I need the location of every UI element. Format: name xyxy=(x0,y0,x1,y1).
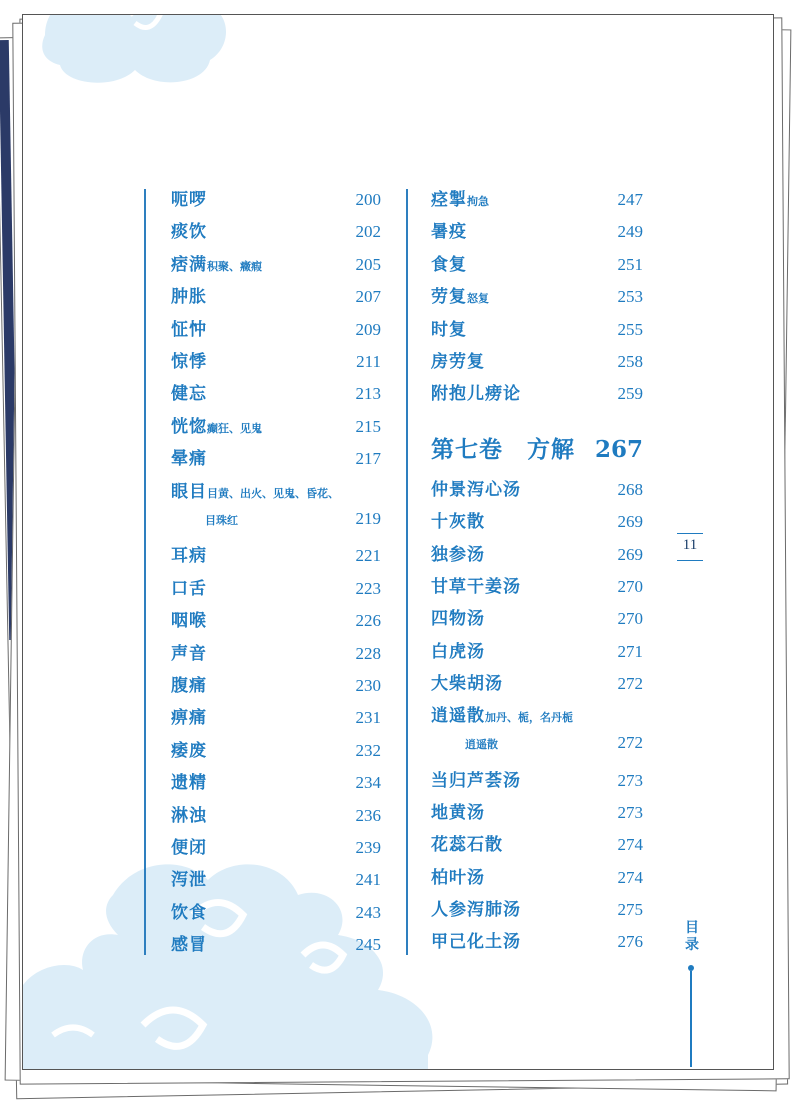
entry-title xyxy=(431,895,521,920)
entry-title xyxy=(171,347,207,372)
entry-main-text: 食复 xyxy=(431,254,467,275)
entry-title xyxy=(431,540,485,565)
page-ref: 243 xyxy=(355,902,381,922)
entry-title xyxy=(171,541,207,566)
toc-entry[interactable] xyxy=(171,477,381,509)
entry-main-text: 劳复 xyxy=(431,287,467,308)
toc-entry[interactable] xyxy=(431,250,643,282)
toc-entry[interactable] xyxy=(171,639,381,671)
toc-entry[interactable] xyxy=(431,379,643,411)
entry-main-text: 大柴胡汤 xyxy=(431,673,503,694)
toc-entry[interactable] xyxy=(171,865,381,897)
entry-main-text: 当归芦荟汤 xyxy=(431,770,521,791)
entry-title xyxy=(431,669,503,694)
toc-entry[interactable] xyxy=(171,898,381,930)
entry-main-text: 惊悸 xyxy=(171,352,207,372)
entry-main-text: 口舌 xyxy=(171,578,207,599)
entry-title xyxy=(431,701,573,726)
entry-title xyxy=(431,282,489,307)
toc-entry[interactable] xyxy=(171,282,381,314)
entry-title xyxy=(171,703,207,728)
toc-entry[interactable] xyxy=(171,606,381,638)
entry-title xyxy=(431,347,485,372)
entry-main-text: 逍遥散 xyxy=(431,706,485,727)
entry-title xyxy=(171,930,207,955)
entry-title xyxy=(171,574,207,599)
page-ref: 211 xyxy=(356,352,381,371)
entry-main-text: 腹痛 xyxy=(171,676,207,696)
entry-title xyxy=(171,250,262,275)
entry-main-text: 泻泄 xyxy=(171,870,207,891)
toc-entry[interactable] xyxy=(431,347,643,379)
entry-subtitle: 目珠红 xyxy=(205,514,238,527)
toc-entry[interactable] xyxy=(171,574,381,606)
toc-entry[interactable] xyxy=(431,830,643,862)
entry-title xyxy=(171,444,207,469)
entry-subtitle: 加丹、栀，名丹栀 xyxy=(485,711,573,725)
entry-main-text: 房劳复 xyxy=(431,352,485,372)
entry-title xyxy=(171,185,207,210)
toc-entry[interactable] xyxy=(431,282,643,314)
right-column-rule xyxy=(406,189,408,955)
toc-entry[interactable] xyxy=(171,671,381,703)
entry-main-text: 便闭 xyxy=(171,838,207,858)
page-ref: 268 xyxy=(617,480,643,499)
page-ref: 270 xyxy=(617,609,643,629)
entry-title xyxy=(431,507,485,532)
entry-title xyxy=(171,671,207,696)
entry-title xyxy=(171,865,207,890)
entry-title xyxy=(171,509,238,529)
toc-entry[interactable] xyxy=(171,185,381,217)
page-number: 11 xyxy=(682,537,698,553)
page-ref: 217 xyxy=(355,449,381,469)
page-ref: 230 xyxy=(355,676,381,695)
entry-title xyxy=(171,379,207,404)
toc-entry[interactable] xyxy=(171,509,381,541)
entry-title xyxy=(431,185,489,210)
entry-main-text: 健忘 xyxy=(171,384,207,405)
page-ref: 219 xyxy=(355,509,381,528)
entry-title xyxy=(431,250,467,275)
page-number-rule-top xyxy=(677,533,703,534)
entry-main-text: 恍惚 xyxy=(171,416,207,437)
toc-entry[interactable] xyxy=(431,475,643,507)
entry-title xyxy=(431,475,521,500)
entry-main-text: 四物汤 xyxy=(431,609,485,630)
entry-title xyxy=(431,927,521,952)
left-column-rule xyxy=(144,189,146,955)
toc-entry[interactable] xyxy=(171,768,381,800)
entry-main-text: 甲己化土汤 xyxy=(431,932,521,953)
page-ref: 223 xyxy=(355,578,381,598)
toc-entry[interactable] xyxy=(171,736,381,768)
entry-subtitle: 积聚、癥瘕 xyxy=(207,259,262,273)
toc-entry[interactable] xyxy=(431,701,643,733)
entry-title xyxy=(171,801,207,826)
entry-main-text: 地黄汤 xyxy=(431,803,485,823)
entry-title xyxy=(171,898,207,923)
toc-entry[interactable] xyxy=(171,703,381,735)
page-ref: 271 xyxy=(617,641,643,661)
entry-main-text: 淋浊 xyxy=(171,805,207,826)
entry-main-text: 第七卷 方解 xyxy=(431,436,575,463)
toc-entry[interactable] xyxy=(431,507,643,539)
entry-subtitle: 怒复 xyxy=(467,292,489,306)
entry-main-text: 白虎汤 xyxy=(431,641,485,662)
page-ref: 253 xyxy=(617,287,643,307)
page-ref: 236 xyxy=(355,805,381,825)
entry-main-text: 时复 xyxy=(431,319,467,340)
entry-main-text: 痹痛 xyxy=(171,708,207,729)
entry-main-text: 附抱儿痨论 xyxy=(431,384,521,405)
toc-entry[interactable] xyxy=(431,540,643,572)
page-ref: 234 xyxy=(355,773,381,793)
entry-main-text: 感冒 xyxy=(171,935,207,956)
page-ref: 202 xyxy=(355,222,381,242)
entry-subtitle: 逍遥散 xyxy=(465,738,498,752)
entry-main-text: 肿胀 xyxy=(171,287,207,308)
toc-page xyxy=(22,14,774,1070)
entry-title xyxy=(171,639,207,664)
toc-entry[interactable] xyxy=(171,412,381,444)
page-ref: 259 xyxy=(617,384,643,404)
toc-entry[interactable] xyxy=(431,604,643,636)
page-ref: 247 xyxy=(617,190,643,209)
toc-entry[interactable] xyxy=(171,315,381,347)
entry-main-text: 甘草干姜汤 xyxy=(431,576,521,597)
page-number-rule-bottom xyxy=(677,560,703,561)
entry-main-text: 痿废 xyxy=(171,740,207,761)
page-ref: 249 xyxy=(617,222,643,242)
entry-title xyxy=(431,572,521,597)
toc-entry[interactable] xyxy=(431,733,643,765)
toc-entry[interactable] xyxy=(171,347,381,379)
entry-title xyxy=(431,637,485,662)
page-ref: 258 xyxy=(617,352,643,371)
entry-title xyxy=(431,604,485,629)
chapter-heading[interactable] xyxy=(431,431,643,463)
entry-title xyxy=(431,798,485,823)
page-ref: 274 xyxy=(617,835,643,855)
page-ref: 228 xyxy=(355,643,381,663)
entry-main-text: 晕痛 xyxy=(171,449,207,470)
page-ref: 205 xyxy=(355,254,381,274)
entry-title xyxy=(171,282,207,307)
side-label-contents xyxy=(683,920,701,954)
toc-entry[interactable] xyxy=(171,250,381,282)
entry-title xyxy=(431,315,467,340)
entry-main-text: 花蕊石散 xyxy=(431,835,503,856)
entry-main-text: 呃啰 xyxy=(171,190,207,210)
entry-title xyxy=(171,606,207,631)
toc-entry[interactable] xyxy=(171,379,381,411)
toc-entry[interactable] xyxy=(431,637,643,669)
cloud-decoration-top xyxy=(35,14,235,95)
toc-entry[interactable] xyxy=(171,801,381,833)
entry-subtitle: 癫狂、见鬼 xyxy=(207,421,262,435)
toc-entry[interactable] xyxy=(431,895,643,927)
toc-entry[interactable] xyxy=(431,217,643,249)
entry-main-text: 暑疫 xyxy=(431,222,467,243)
toc-entry[interactable] xyxy=(171,444,381,476)
page-ref: 269 xyxy=(617,512,643,532)
toc-entry[interactable] xyxy=(431,669,643,701)
entry-main-text: 痞满 xyxy=(171,254,207,275)
page-ref: 269 xyxy=(617,544,643,564)
entry-title xyxy=(171,412,262,437)
page-ref: 270 xyxy=(617,576,643,596)
entry-title xyxy=(431,733,498,753)
entry-title xyxy=(171,833,207,858)
entry-title xyxy=(431,766,521,791)
entry-main-text: 眼目 xyxy=(171,481,207,502)
entry-subtitle: 拘急 xyxy=(467,195,489,208)
page-ref: 200 xyxy=(355,190,381,209)
side-marker-line xyxy=(690,971,692,1067)
toc-entry[interactable] xyxy=(431,927,643,959)
entry-main-text: 怔忡 xyxy=(171,319,207,340)
entry-title xyxy=(171,736,207,761)
entry-main-text: 耳病 xyxy=(171,546,207,567)
page-ref: 245 xyxy=(355,935,381,955)
page-ref: 207 xyxy=(355,287,381,307)
toc-entry[interactable] xyxy=(171,833,381,865)
page-ref: 274 xyxy=(617,867,643,887)
page-ref: 251 xyxy=(617,254,643,274)
page-ref: 221 xyxy=(355,546,381,566)
page-ref: 272 xyxy=(617,673,643,693)
side-label-char: 录 xyxy=(685,937,699,953)
toc-entry[interactable] xyxy=(171,217,381,249)
entry-main-text: 独参汤 xyxy=(431,544,485,565)
toc-entry[interactable] xyxy=(431,572,643,604)
entry-title xyxy=(431,830,503,855)
page-ref: 231 xyxy=(355,708,381,728)
page-ref: 226 xyxy=(355,611,381,631)
entry-main-text: 十灰散 xyxy=(431,512,485,533)
toc-entry[interactable] xyxy=(431,315,643,347)
entry-main-text: 咽喉 xyxy=(171,611,207,632)
page-ref: 241 xyxy=(355,870,381,890)
entry-main-text: 痉掣 xyxy=(431,190,467,210)
page-ref: 273 xyxy=(617,770,643,790)
entry-title xyxy=(171,217,207,242)
entry-subtitle: 目黄、出火、见鬼、昏花、 xyxy=(207,486,339,500)
entry-main-text: 痰饮 xyxy=(171,222,207,243)
entry-title xyxy=(171,768,207,793)
side-label-char: 目 xyxy=(685,920,699,936)
entry-main-text: 人参泻肺汤 xyxy=(431,899,521,920)
page-ref: 267 xyxy=(594,436,643,463)
toc-entry[interactable] xyxy=(431,185,643,217)
page-ref: 255 xyxy=(617,319,643,339)
page-ref: 232 xyxy=(355,740,381,760)
toc-entry[interactable] xyxy=(171,930,381,962)
page-ref: 215 xyxy=(355,416,381,436)
entry-title xyxy=(171,477,339,502)
toc-entry[interactable] xyxy=(171,541,381,573)
page-ref: 209 xyxy=(355,319,381,339)
page-ref: 273 xyxy=(617,803,643,822)
page-ref: 276 xyxy=(617,932,643,952)
toc-entry[interactable] xyxy=(431,766,643,798)
entry-title xyxy=(431,379,521,404)
entry-main-text: 仲景泻心汤 xyxy=(431,480,521,500)
entry-title xyxy=(171,315,207,340)
chapter-title xyxy=(431,431,575,464)
entry-main-text: 饮食 xyxy=(171,902,207,923)
page-ref: 275 xyxy=(617,899,643,919)
page-ref: 239 xyxy=(355,838,381,857)
entry-main-text: 声音 xyxy=(171,643,207,664)
page-ref: 272 xyxy=(617,733,643,753)
entry-main-text: 遗精 xyxy=(171,773,207,794)
entry-title xyxy=(431,863,485,888)
page-ref: 213 xyxy=(355,384,381,404)
entry-main-text: 柏叶汤 xyxy=(431,867,485,888)
toc-entry[interactable] xyxy=(431,798,643,830)
toc-entry[interactable] xyxy=(431,863,643,895)
entry-title xyxy=(431,217,467,242)
